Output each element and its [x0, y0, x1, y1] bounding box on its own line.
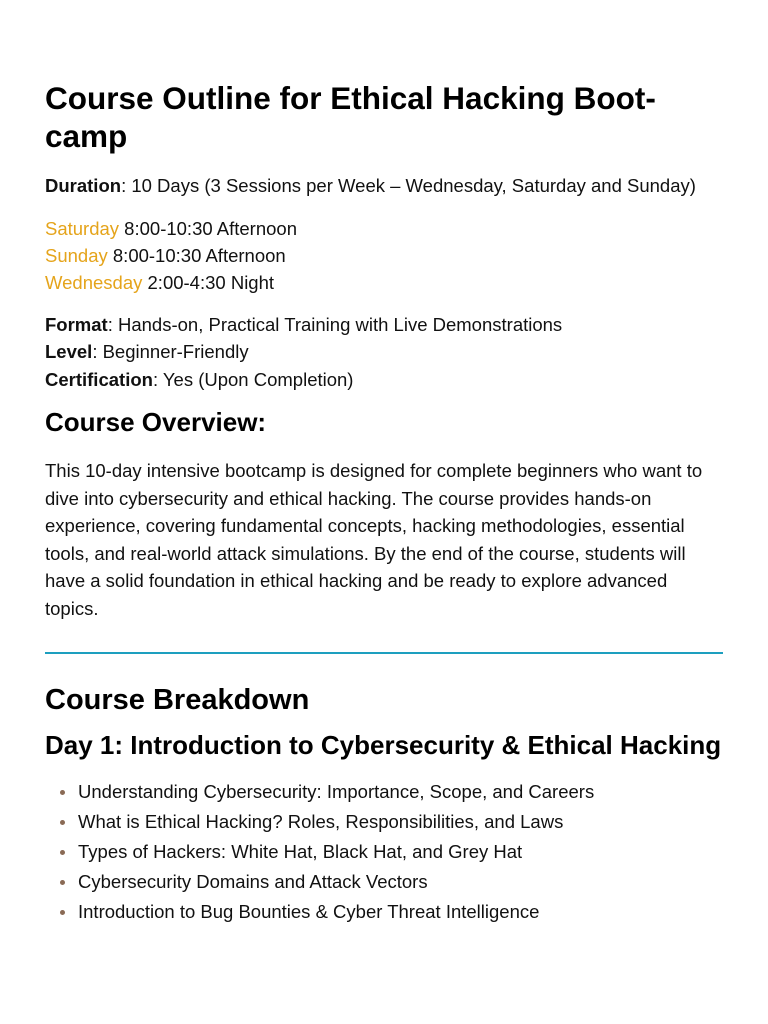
bullet-icon — [60, 910, 65, 915]
detail-label: Level — [45, 341, 93, 362]
list-item-text: Cybersecurity Domains and Attack Vectors — [78, 871, 428, 892]
list-item — [58, 837, 723, 867]
schedule-day: Wednesday — [45, 271, 143, 293]
detail-label: Certification — [45, 368, 153, 390]
page-title: Course Outline for Ethical Hacking Boot-camp — [45, 80, 656, 154]
schedule-time: 2:00-4:30 Night — [142, 271, 275, 293]
day1-heading: Day 1: Introduction to Cybersecurity & Ethical Hacking — [45, 730, 722, 760]
schedule-row — [45, 242, 723, 269]
section-divider — [45, 652, 723, 654]
schedule-time: 8:00-10:30 Afternoon — [107, 244, 286, 266]
schedule-row — [45, 269, 723, 296]
detail-format — [45, 311, 723, 339]
course-details — [45, 311, 723, 394]
detail-value: : Beginner-Friendly — [92, 341, 249, 362]
detail-level — [45, 338, 723, 366]
duration-label: Duration — [45, 175, 122, 196]
overview-paragraph: This 10-day intensive bootcamp is designed for complete beginners who want to dive into cybersecurity and ethical hacking. The course provides hands-on experience, covering fundamental concepts, hacking methodologies, essential tools, and real-world attack simulations. By the end of the course, students will have a solid foundation in ethical hacking and be ready to explore advanced topics. — [45, 460, 703, 619]
bullet-icon — [60, 850, 65, 855]
schedule-day: Saturday — [45, 217, 120, 239]
duration-value: : 10 Days (3 Sessions per Week – Wednesday, Saturday and Sunday) — [121, 175, 696, 196]
overview-heading: Course Overview: — [45, 407, 267, 437]
list-item — [58, 807, 723, 837]
list-item-text: Introduction to Bug Bounties & Cyber Threat Intelligence — [78, 901, 540, 922]
schedule-time: 8:00-10:30 Afternoon — [119, 217, 297, 239]
list-item — [58, 897, 723, 927]
list-item-text: Types of Hackers: White Hat, Black Hat, and Grey Hat — [78, 841, 523, 862]
schedule-list — [45, 215, 723, 296]
detail-value: : Yes (Upon Completion) — [152, 368, 354, 390]
bullet-icon — [60, 790, 65, 795]
list-item — [58, 867, 723, 897]
schedule-row — [45, 215, 723, 242]
list-item — [58, 777, 723, 807]
detail-value: : Hands-on, Practical Training with Live Demonstrations — [107, 313, 563, 335]
schedule-day: Sunday — [45, 244, 108, 266]
detail-certification — [45, 366, 723, 394]
detail-label: Format — [45, 313, 108, 335]
breakdown-heading: Course Breakdown — [45, 684, 310, 716]
list-item-text: What is Ethical Hacking? Roles, Responsibilities, and Laws — [78, 811, 564, 832]
bullet-icon — [60, 820, 65, 825]
list-item-text: Understanding Cybersecurity: Importance, Scope, and Careers — [78, 781, 595, 802]
day1-topic-list — [45, 777, 723, 927]
bullet-icon — [60, 880, 65, 885]
duration-line — [45, 172, 723, 200]
